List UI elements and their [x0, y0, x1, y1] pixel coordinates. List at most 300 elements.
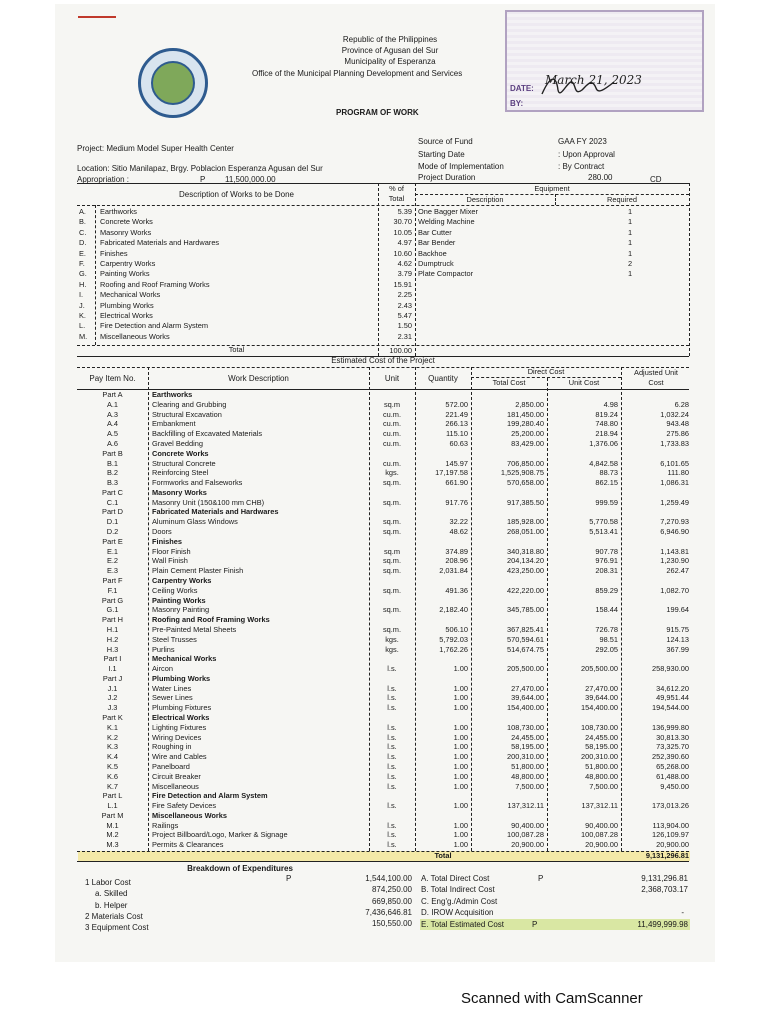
cost-row-quantity: 1.00	[453, 752, 468, 762]
cost-row-quantity: 1.00	[453, 683, 468, 693]
cost-row-unit: l.s.	[387, 771, 397, 781]
cost-row-total-cost: 2,850.00	[515, 399, 544, 409]
cost-row-adjusted-unit-cost: 1,733.83	[660, 438, 689, 448]
summary-row-letter: I.	[79, 290, 84, 300]
cost-row-quantity: 572.00	[445, 399, 468, 409]
cost-row-quantity: 1.00	[453, 722, 468, 732]
cost-row-quantity: 1.00	[453, 732, 468, 742]
summary-row-letter: K.	[79, 311, 86, 320]
cost-row-work-description: Sewer Lines	[152, 693, 193, 703]
cost-row-pay-item-number: E.2	[106, 556, 119, 566]
cost-row-adjusted-unit-cost: 1,032.24	[660, 409, 689, 419]
summary-total-label: Total	[228, 345, 245, 354]
cost-row-pay-item-number: E.1	[106, 546, 119, 556]
cost-row-adjusted-unit-cost: 73,325.70	[656, 742, 689, 752]
duration-value: 280.00	[588, 173, 613, 182]
summary-row-name: Fabricated Materials and Hardwares	[100, 238, 220, 248]
cost-row-quantity: 2,182.40	[439, 605, 468, 615]
summary-row-letter: G.	[79, 269, 87, 279]
cost-row-pay-item-number: K.3	[106, 742, 119, 752]
cost-row-unit-cost: 108,730.00	[581, 722, 618, 732]
summary-col-pct-b: Total	[388, 194, 405, 203]
cost-row-total-cost: 20,900.00	[511, 840, 544, 850]
cost-row-unit-cost: 98.51	[599, 634, 618, 644]
cost-row-work-description: Embankment	[152, 419, 196, 429]
appropriation-currency: P	[200, 175, 206, 184]
cost-row-adjusted-unit-cost: 6,946.90	[660, 527, 689, 536]
stamp-date-label: DATE:	[510, 84, 534, 93]
summary-row-pct: 2.25	[397, 290, 412, 300]
cost-row-quantity: 221.49	[445, 409, 468, 419]
cost-row-pay-item-number: Part E	[102, 536, 123, 546]
cost-row-adjusted-unit-cost: 111.80	[667, 468, 689, 478]
skilled-label: a. Skilled	[95, 889, 128, 898]
source-value: GAA FY 2023	[558, 137, 607, 146]
cost-row-unit: l.s.	[387, 742, 397, 752]
cost-row-work-description: Miscellaneous Works	[152, 810, 228, 820]
cost-row-total-cost: 570,594.61	[507, 634, 544, 644]
cost-row-unit: l.s.	[387, 683, 397, 693]
cost-row-quantity: 1.00	[453, 820, 468, 830]
cost-row-unit-cost: 58,195.00	[585, 742, 618, 752]
cost-row-adjusted-unit-cost: 49,951.44	[656, 693, 689, 703]
cost-row-pay-item-number: Part G	[101, 595, 124, 605]
stamp-by-label: BY:	[510, 99, 524, 108]
cost-row-pay-item-number: I.1	[108, 664, 117, 673]
cost-row-adjusted-unit-cost: 113,904.00	[652, 820, 689, 830]
cost-row-quantity: 1.00	[453, 664, 468, 673]
cost-row-total-cost: 706,850.00	[507, 458, 544, 468]
cost-row-quantity: 506.10	[445, 624, 468, 634]
labor-label: 1 Labor Cost	[85, 878, 131, 887]
cost-row-pay-item-number: M.3	[106, 840, 119, 850]
cost-row-total-cost: 268,051.00	[507, 527, 544, 536]
col-unit-cost: Unit Cost	[568, 378, 600, 387]
cost-row-pay-item-number: Part J	[102, 673, 123, 683]
cost-row-pay-item-number: H.2	[106, 634, 119, 644]
cost-row-work-description: Fabricated Materials and Hardwares	[152, 507, 279, 517]
cost-row-quantity: 1.00	[453, 771, 468, 781]
appropriation-value: 11,500,000.00	[225, 175, 276, 184]
cost-row-unit-cost: 748.80	[595, 419, 618, 429]
helper-label: b. Helper	[95, 901, 128, 910]
cost-row-total-cost: 137,312.11	[507, 801, 544, 811]
cost-row-pay-item-number: A.3	[106, 409, 119, 419]
cost-row-unit: l.s.	[387, 693, 397, 703]
summary-row-name: Mechanical Works	[100, 290, 161, 300]
summary-row-letter: M.	[79, 331, 88, 341]
summary-row-name: Carpentry Works	[100, 259, 156, 268]
cost-row-total-cost: 917,385.50	[507, 497, 544, 507]
cost-row-adjusted-unit-cost: 199.64	[666, 605, 689, 615]
equipment-row-description: Bar Bender	[418, 238, 456, 248]
cost-row-unit-cost: 999.59	[595, 497, 618, 507]
header-line-2: Province of Agusan del Sur	[341, 46, 439, 55]
cost-row-total-cost: 345,785.00	[507, 605, 544, 615]
cost-row-quantity: 266.13	[445, 419, 468, 429]
cost-row-pay-item-number: K.2	[106, 732, 119, 742]
cost-row-adjusted-unit-cost: 20,900.00	[656, 840, 689, 850]
cost-row-total-cost: 200,310.00	[507, 752, 544, 762]
cost-row-total-cost: 181,450.00	[507, 409, 544, 419]
equipment-cost-label: 3 Equipment Cost	[85, 923, 149, 932]
summary-row-name: Roofing and Roof Framing Works	[100, 279, 210, 289]
cost-row-adjusted-unit-cost: 61,488.00	[656, 771, 689, 781]
project-location: Location: Sitio Manilapaz, Brgy. Poblacion Esperanza Agusan del Sur	[77, 164, 323, 173]
cost-row-unit-cost: 7,500.00	[589, 781, 618, 791]
cost-row-adjusted-unit-cost: 367.99	[666, 644, 689, 654]
summary-row-letter: C.	[79, 227, 87, 237]
summary-row-name: Fire Detection and Alarm System	[100, 321, 209, 331]
col-pay-item: Pay Item No.	[89, 374, 136, 383]
stamp-date-handwritten: March 21, 2023	[545, 73, 642, 87]
summary-row-name: Masonry Works	[100, 227, 152, 237]
cost-row-unit-cost: 976.91	[595, 556, 618, 566]
cost-row-pay-item-number: Part H	[102, 615, 123, 625]
cost-row-unit: kgs.	[385, 644, 399, 654]
cost-row-total-cost: 205,500.00	[507, 664, 544, 673]
cost-row-total-cost: 51,800.00	[511, 761, 544, 771]
cost-row-work-description: Panelboard	[152, 761, 190, 771]
cost-row-unit-cost: 39,644.00	[585, 693, 618, 703]
summary-row-pct: 5.39	[397, 207, 412, 216]
cost-row-work-description: Wall Finish	[152, 556, 188, 566]
cost-row-work-description: Wiring Devices	[152, 732, 202, 742]
cost-row-unit-cost: 137,312.11	[581, 801, 618, 811]
summary-row-letter: H.	[79, 279, 87, 289]
cost-row-quantity: 1.00	[453, 801, 468, 811]
cost-row-pay-item-number: A.4	[106, 419, 119, 429]
cost-row-pay-item-number: Part D	[102, 507, 123, 517]
cost-row-adjusted-unit-cost: 1,230.90	[660, 556, 689, 566]
cost-row-quantity: 115.10	[445, 429, 468, 439]
equipment-row-required: 1	[627, 217, 633, 227]
materials-label: 2 Materials Cost	[85, 912, 143, 921]
summary-row-letter: F.	[79, 259, 85, 268]
cost-row-work-description: Masonry Painting	[152, 605, 210, 615]
cost-row-quantity: 1.00	[453, 703, 468, 713]
cost-row-work-description: Floor Finish	[152, 546, 191, 556]
cost-row-total-cost: 58,195.00	[511, 742, 544, 752]
cost-row-unit: sq.m.	[382, 478, 402, 488]
cost-row-total-cost: 204,134.20	[507, 556, 544, 566]
cost-row-total-cost: 1,525,908.75	[500, 468, 544, 478]
cost-row-work-description: Fire Safety Devices	[152, 801, 217, 811]
cost-row-unit: cu.m.	[382, 429, 402, 439]
cost-row-work-description: Wire and Cables	[152, 752, 207, 762]
cost-row-unit: l.s.	[387, 703, 397, 713]
summary-row-pct: 5.47	[397, 311, 412, 320]
cost-row-unit: sq.m.	[382, 517, 402, 527]
cost-row-work-description: Doors	[152, 527, 172, 536]
cost-row-work-description: Reinforcing Steel	[152, 468, 209, 478]
equipment-row-description: Welding Machine	[418, 217, 475, 227]
cost-row-work-description: Plain Cement Plaster Finish	[152, 566, 244, 576]
cost-row-unit-cost: 726.78	[595, 624, 618, 634]
cost-row-pay-item-number: M.2	[106, 830, 119, 840]
col-work-description: Work Description	[228, 374, 289, 383]
cost-row-work-description: Earthworks	[152, 390, 193, 399]
cost-row-quantity: 1,762.26	[439, 644, 468, 654]
cost-row-quantity: 491.36	[445, 585, 468, 595]
cost-row-pay-item-number: Part L	[102, 791, 123, 801]
summary-row-pct: 3.79	[397, 269, 412, 279]
cost-row-pay-item-number: L.1	[107, 801, 118, 811]
cost-row-quantity: 48.62	[449, 527, 468, 536]
skilled-value: 874,250.00	[371, 885, 412, 894]
cost-row-work-description: Structural Concrete	[152, 458, 216, 468]
cost-row-unit: l.s.	[387, 732, 397, 742]
summary-row-letter: B.	[79, 217, 86, 227]
cost-row-work-description: Fire Detection and Alarm System	[152, 791, 268, 801]
cost-row-unit: sq.m.	[382, 497, 402, 507]
equipment-cost-value: 150,550.00	[371, 919, 412, 928]
cost-row-adjusted-unit-cost: 943.48	[666, 419, 689, 429]
breakdown-title: Breakdown of Expenditures	[187, 864, 293, 873]
equipment-row-required: 1	[627, 207, 633, 216]
summary-row-pct: 10.05	[393, 227, 412, 237]
summary-row-name: Plumbing Works	[100, 300, 154, 310]
appropriation-label: Appropriation :	[77, 175, 130, 184]
cost-row-unit: l.s.	[387, 664, 397, 673]
cost-row-quantity: 1.00	[453, 830, 468, 840]
cost-row-work-description: Mechanical Works	[152, 654, 217, 664]
cost-row-unit: l.s.	[387, 820, 397, 830]
irow-label: D. IROW Acquisition	[421, 908, 494, 917]
cost-row-unit-cost: 5,770.58	[589, 517, 618, 527]
cost-row-adjusted-unit-cost: 6,101.65	[660, 458, 689, 468]
col-direct-cost: Direct Cost	[527, 367, 565, 376]
total-estimated-currency: P	[532, 920, 538, 929]
cost-row-work-description: Railings	[152, 820, 179, 830]
cost-row-work-description: Purlins	[152, 644, 175, 654]
document-title: PROGRAM OF WORK	[336, 108, 419, 117]
cost-row-unit: sq.m.	[382, 556, 402, 566]
cost-row-pay-item-number: J.1	[107, 683, 118, 693]
cost-row-adjusted-unit-cost: 7,270.93	[660, 517, 689, 527]
cost-row-total-cost: 514,674.75	[507, 644, 544, 654]
cost-row-unit-cost: 100,087.28	[581, 830, 618, 840]
col-unit: Unit	[384, 374, 400, 383]
equipment-row-description: One Bagger Mixer	[418, 207, 478, 216]
cost-row-adjusted-unit-cost: 30,813.30	[656, 732, 689, 742]
total-row-highlight	[78, 851, 690, 861]
cost-row-unit: cu.m.	[382, 409, 402, 419]
summary-row-letter: D.	[79, 238, 87, 248]
cost-row-adjusted-unit-cost: 262.47	[666, 566, 689, 576]
cost-row-pay-item-number: C.1	[106, 497, 119, 507]
helper-value: 669,850.00	[371, 897, 412, 906]
cost-row-total-cost: 423,250.00	[507, 566, 544, 576]
cost-row-pay-item-number: H.3	[106, 644, 119, 654]
cost-row-quantity: 1.00	[453, 840, 468, 850]
cost-row-pay-item-number: G.1	[106, 605, 119, 615]
cost-total-value: 9,131,296.81	[645, 851, 689, 860]
cost-row-total-cost: 83,429.00	[511, 438, 544, 448]
cost-row-unit-cost: 862.15	[595, 478, 618, 488]
signature-mark	[538, 70, 618, 104]
cost-row-unit: sq.m	[383, 399, 400, 409]
irow-value: -	[681, 908, 684, 917]
cost-row-work-description: Pre-Painted Metal Sheets	[152, 624, 237, 634]
cost-row-work-description: Aluminum Glass Windows	[152, 517, 238, 527]
cost-row-unit: sq.m.	[382, 527, 402, 536]
cost-row-unit-cost: 4.98	[603, 399, 618, 409]
cost-row-quantity: 2,031.84	[439, 566, 468, 576]
summary-col-pct-a: % of	[389, 184, 404, 193]
cost-row-unit-cost: 90,400.00	[585, 820, 618, 830]
cost-row-adjusted-unit-cost: 1,086.31	[660, 478, 689, 488]
cost-row-unit: cu.m.	[382, 438, 402, 448]
cost-row-unit: l.s.	[387, 722, 397, 732]
cost-row-adjusted-unit-cost: 6.28	[674, 399, 689, 409]
cost-row-unit: sq.m	[383, 546, 400, 556]
cost-row-unit: sq.m.	[382, 624, 402, 634]
engg-admin-label: C. Eng'g./Admin Cost	[421, 897, 498, 906]
start-label: Starting Date	[418, 150, 465, 159]
cost-row-pay-item-number: M.1	[106, 820, 119, 830]
total-direct-currency: P	[538, 874, 544, 883]
cost-row-pay-item-number: Part A	[102, 390, 123, 399]
cost-row-work-description: Permits & Clearances	[152, 840, 224, 850]
col-adjusted-b: Cost	[648, 378, 664, 387]
summary-row-pct: 30.70	[393, 217, 412, 227]
cost-row-pay-item-number: J.3	[107, 703, 118, 713]
cost-row-unit: l.s.	[387, 801, 397, 811]
summary-row-pct: 4.97	[397, 238, 412, 248]
summary-row-name: Earthworks	[100, 207, 137, 216]
cost-row-unit: kgs.	[385, 634, 399, 644]
duration-label: Project Duration	[418, 173, 476, 182]
cost-row-unit-cost: 1,376.06	[589, 438, 618, 448]
cost-row-total-cost: 422,220.00	[507, 585, 544, 595]
cost-row-unit-cost: 154,400.00	[581, 703, 618, 713]
cost-row-unit-cost: 24,455.00	[585, 732, 618, 742]
summary-col-description: Description of Works to be Done	[178, 190, 294, 199]
cost-row-unit-cost: 200,310.00	[581, 752, 618, 762]
cost-row-adjusted-unit-cost: 258,930.00	[652, 664, 689, 673]
cost-row-quantity: 917.76	[445, 497, 468, 507]
equipment-col-description: Description	[466, 195, 504, 204]
cost-row-total-cost: 48,800.00	[511, 771, 544, 781]
total-indirect-value: 2,368,703.17	[641, 885, 688, 894]
col-adjusted-a: Adjusted Unit	[634, 368, 678, 377]
col-total-cost: Total Cost	[492, 378, 526, 387]
cost-row-quantity: 208.96	[445, 556, 468, 566]
cost-row-adjusted-unit-cost: 126,109.97	[652, 830, 689, 840]
cost-row-adjusted-unit-cost: 1,259.49	[660, 497, 689, 507]
header-line-4: Office of the Municipal Planning Development and Services	[252, 69, 463, 78]
cost-row-unit-cost: 4,842.58	[589, 458, 618, 468]
camscanner-watermark: Scanned with CamScanner	[461, 990, 643, 1007]
equipment-row-required: 1	[627, 269, 633, 279]
cost-row-pay-item-number: K.5	[106, 761, 119, 771]
total-estimated-value: 11,499,999.98	[637, 920, 688, 929]
cost-row-work-description: Miscellaneous	[152, 781, 199, 791]
total-direct-value: 9,131,296.81	[641, 874, 688, 883]
header-line-1: Republic of the Philippines	[342, 35, 438, 44]
cost-row-work-description: Aircon	[152, 664, 173, 673]
cost-row-pay-item-number: Part C	[102, 487, 123, 497]
labor-currency: P	[286, 874, 292, 883]
cost-row-total-cost: 25,200.00	[511, 429, 544, 439]
cost-row-quantity: 17,197.58	[435, 468, 468, 478]
cost-row-total-cost: 367,825.41	[507, 624, 544, 634]
cost-row-work-description: Formworks and Falseworks	[152, 478, 243, 488]
mode-value: : By Contract	[558, 162, 605, 171]
duration-unit: CD	[650, 175, 662, 184]
equipment-row-description: Backhoe	[418, 248, 447, 258]
cost-row-pay-item-number: Part F	[102, 576, 123, 585]
cost-row-work-description: Roofing and Roof Framing Works	[152, 615, 270, 625]
equipment-row-required: 1	[627, 227, 633, 237]
cost-row-work-description: Electrical Works	[152, 713, 210, 722]
cost-row-unit-cost: 20,900.00	[585, 840, 618, 850]
cost-row-work-description: Plumbing Fixtures	[152, 703, 212, 713]
cost-row-unit: kgs.	[385, 468, 399, 478]
cost-row-pay-item-number: B.2	[106, 468, 119, 478]
cost-row-unit-cost: 51,800.00	[585, 761, 618, 771]
total-estimated-label: E. Total Estimated Cost	[421, 920, 504, 929]
equipment-row-description: Plate Compactor	[418, 269, 474, 279]
summary-row-letter: J.	[79, 300, 85, 310]
cost-row-total-cost: 570,658.00	[507, 478, 544, 488]
cost-row-adjusted-unit-cost: 252,390.60	[652, 752, 689, 762]
cost-row-unit-cost: 859.29	[595, 585, 618, 595]
cost-row-adjusted-unit-cost: 915.75	[666, 624, 689, 634]
cost-row-unit: l.s.	[387, 752, 397, 762]
equipment-col-required: Required	[607, 195, 637, 204]
cost-row-total-cost: 24,455.00	[511, 732, 544, 742]
cost-row-adjusted-unit-cost: 65,268.00	[656, 761, 689, 771]
cost-row-unit: cu.m.	[382, 458, 402, 468]
cost-row-work-description: Ceiling Works	[152, 585, 198, 595]
cost-row-adjusted-unit-cost: 124.13	[666, 634, 689, 644]
cost-row-work-description: Circuit Breaker	[152, 771, 201, 781]
cost-row-pay-item-number: Part M	[101, 810, 124, 820]
start-value: : Upon Approval	[558, 150, 615, 159]
summary-row-name: Concrete Works	[100, 217, 153, 227]
cost-row-unit-cost: 218.94	[595, 429, 618, 439]
cost-row-pay-item-number: K.7	[106, 781, 119, 791]
cost-row-total-cost: 90,400.00	[511, 820, 544, 830]
cost-row-quantity: 661.90	[445, 478, 468, 488]
equipment-row-description: Bar Cutter	[418, 227, 452, 237]
cost-row-unit-cost: 88.73	[599, 468, 618, 478]
summary-row-pct: 2.31	[397, 331, 412, 341]
summary-row-pct: 4.62	[397, 259, 412, 268]
cost-row-total-cost: 39,644.00	[511, 693, 544, 703]
cost-row-adjusted-unit-cost: 34,612.20	[656, 683, 689, 693]
cost-row-quantity: 1.00	[453, 761, 468, 771]
summary-row-name: Painting Works	[100, 269, 150, 279]
cost-row-total-cost: 7,500.00	[515, 781, 544, 791]
cost-row-work-description: Plumbing Works	[152, 673, 211, 683]
cost-row-work-description: Water Lines	[152, 683, 192, 693]
cost-row-pay-item-number: J.2	[107, 693, 118, 703]
summary-row-name: Finishes	[100, 248, 128, 258]
cost-row-adjusted-unit-cost: 275.86	[666, 429, 689, 439]
equipment-row-required: 2	[627, 259, 633, 268]
equipment-header: Equipment	[534, 184, 570, 193]
cost-row-pay-item-number: A.6	[106, 438, 119, 448]
total-direct-label: A. Total Direct Cost	[421, 874, 490, 883]
cost-row-unit-cost: 27,470.00	[585, 683, 618, 693]
cost-row-pay-item-number: Part B	[102, 448, 123, 458]
summary-row-letter: A.	[79, 207, 86, 216]
cost-row-adjusted-unit-cost: 1,143.81	[660, 546, 689, 556]
cost-row-pay-item-number: D.1	[106, 517, 119, 527]
